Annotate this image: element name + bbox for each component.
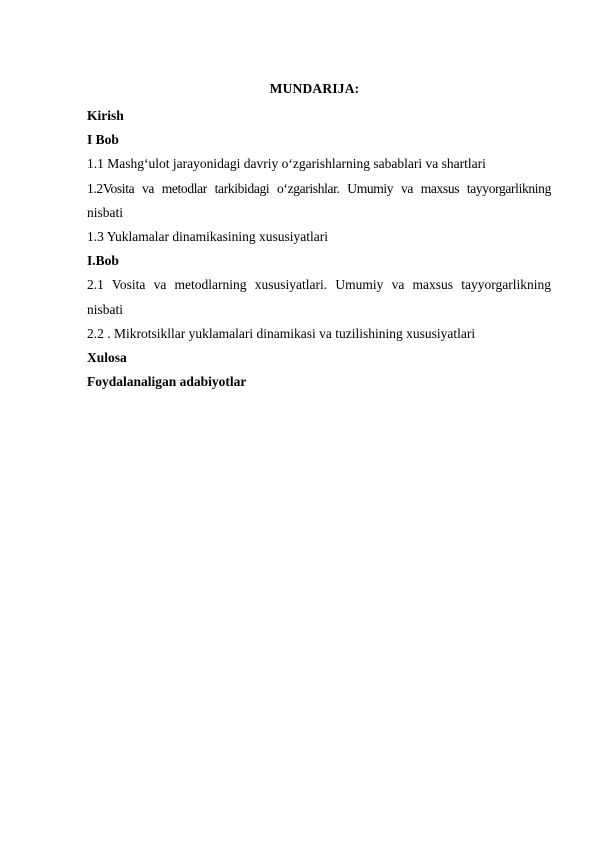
toc-entry-1-2-line-1: 1.2Vosita va metodlar tarkibidagi o‘zgarishlar. Umumiy va maxsus tayyorgarlikning xyxy=(87,180,551,196)
toc-entry-1-3: 1.3 Yuklamalar dinamikasining xususiyatlari xyxy=(87,229,328,245)
toc-entry-1-2-line-2: nisbati xyxy=(87,204,123,220)
toc-entry-2-2: 2.2 . Mikrotsikllar yuklamalari dinamikasi va tuzilishining xususiyatlari xyxy=(87,325,476,341)
toc-entry-introduction: Kirish xyxy=(87,108,124,123)
table-of-contents xyxy=(87,104,551,394)
toc-entry-chapter-1: I Bob xyxy=(87,132,119,148)
toc-entry-chapter-2: I.Bob xyxy=(87,253,119,269)
toc-entry-references: Foydalanaligan adabiyotlar xyxy=(87,374,247,390)
toc-entry-conclusion: Xulosa xyxy=(87,350,127,366)
toc-entry-2-1-line-1: 2.1 Vosita va metodlarning xususiyatlari. Umumiy va maxsus tayyorgarlikning xyxy=(87,277,551,293)
toc-entry-2-1-line-2: nisbati xyxy=(87,301,123,317)
toc-entry-1-1: 1.1 Mashg‘ulot jarayonidagi davriy o‘zgarishlarning sabablari va shartlari xyxy=(87,156,486,172)
toc-title: MUNDARIJA: xyxy=(269,81,360,96)
